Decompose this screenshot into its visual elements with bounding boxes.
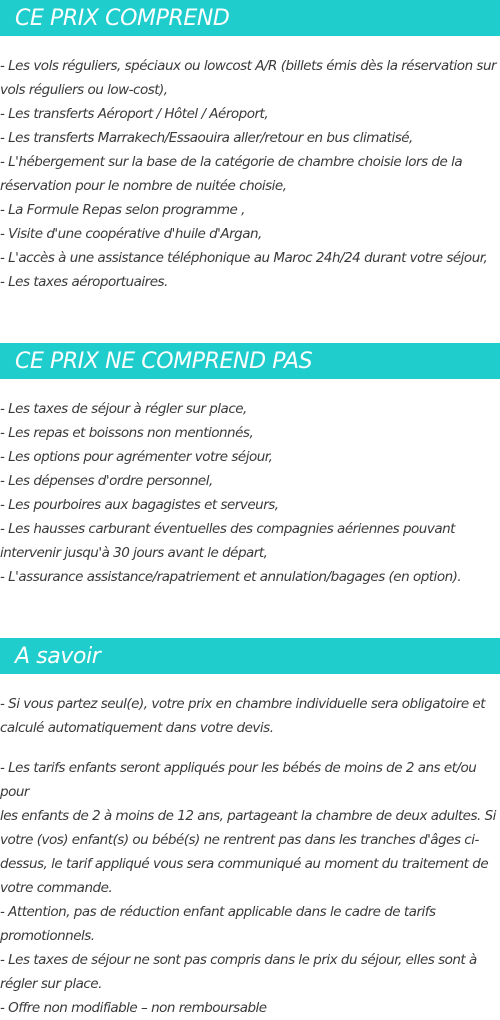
text-line: - Les tarifs enfants seront appliqués pour les bébés de moins de 2 ans et/ou pour — [0, 760, 477, 800]
text-line: promotionnels. — [0, 928, 95, 944]
text-line: - Les taxes de séjour à régler sur place, — [0, 401, 247, 417]
section-header — [0, 638, 500, 674]
text-line: vols réguliers ou low-cost), — [0, 82, 168, 98]
text-line: votre commande. — [0, 880, 113, 896]
section-includes — [0, 0, 500, 36]
text-line: - L'assurance assistance/rapatriement et annulation/bagages (en option). — [0, 569, 462, 585]
text-line: les enfants de 2 à moins de 12 ans, partageant la chambre de deux adultes. Si — [0, 808, 496, 824]
section-good-to-know-body-1 — [0, 692, 500, 740]
text-line: régler sur place. — [0, 976, 102, 992]
paragraph — [0, 397, 500, 589]
section-header — [0, 343, 500, 379]
text-line: - L'hébergement sur la base de la catégorie de chambre choisie lors de la — [0, 154, 463, 170]
text-line: - Les options pour agrémenter votre séjour, — [0, 449, 273, 465]
text-line: - Les transferts Marrakech/Essaouira aller/retour en bus climatisé, — [0, 130, 413, 146]
section-header — [0, 0, 500, 36]
section-excludes — [0, 343, 500, 379]
section-includes-body — [0, 54, 500, 294]
text-line: dessus, le tarif appliqué vous sera communiqué au moment du traitement de — [0, 856, 489, 872]
text-line: - Les dépenses d'ordre personnel, — [0, 473, 213, 489]
text-line: - Les taxes aéroportuaires. — [0, 274, 168, 290]
text-line: calculé automatiquement dans votre devis. — [0, 720, 274, 736]
section-good-to-know-body-2 — [0, 756, 500, 1020]
paragraph — [0, 54, 500, 294]
text-line: - Offre non modifiable – non remboursable — [0, 1000, 267, 1016]
text-line: votre (vos) enfant(s) ou bébé(s) ne rentrent pas dans les tranches d'âges ci- — [0, 832, 479, 848]
section-title: CE PRIX COMPREND — [15, 5, 230, 31]
text-line: intervenir jusqu'à 30 jours avant le départ, — [0, 545, 268, 561]
text-line: - Les taxes de séjour ne sont pas compris dans le prix du séjour, elles sont à — [0, 952, 477, 968]
text-line: - Les pourboires aux bagagistes et serveurs, — [0, 497, 279, 513]
section-good-to-know — [0, 638, 500, 674]
text-line: - Si vous partez seul(e), votre prix en chambre individuelle sera obligatoire et — [0, 696, 486, 712]
paragraph — [0, 756, 500, 1020]
text-line: - Les hausses carburant éventuelles des compagnies aériennes pouvant — [0, 521, 455, 537]
text-line: réservation pour le nombre de nuitée choisie, — [0, 178, 287, 194]
section-title: A savoir — [15, 643, 101, 669]
paragraph — [0, 692, 500, 740]
text-line: - La Formule Repas selon programme , — [0, 202, 245, 218]
section-title: CE PRIX NE COMPREND PAS — [15, 348, 313, 374]
text-line: - Les repas et boissons non mentionnés, — [0, 425, 254, 441]
text-line: - Visite d'une coopérative d'huile d'Argan, — [0, 226, 262, 242]
text-line: - L'accès à une assistance téléphonique au Maroc 24h/24 durant votre séjour, — [0, 250, 488, 266]
section-excludes-body — [0, 397, 500, 589]
text-line: - Les vols réguliers, spéciaux ou lowcost A/R (billets émis dès la réservation sur — [0, 58, 497, 74]
text-line: - Les transferts Aéroport / Hôtel / Aéroport, — [0, 106, 269, 122]
text-line: - Attention, pas de réduction enfant applicable dans le cadre de tarifs — [0, 904, 436, 920]
